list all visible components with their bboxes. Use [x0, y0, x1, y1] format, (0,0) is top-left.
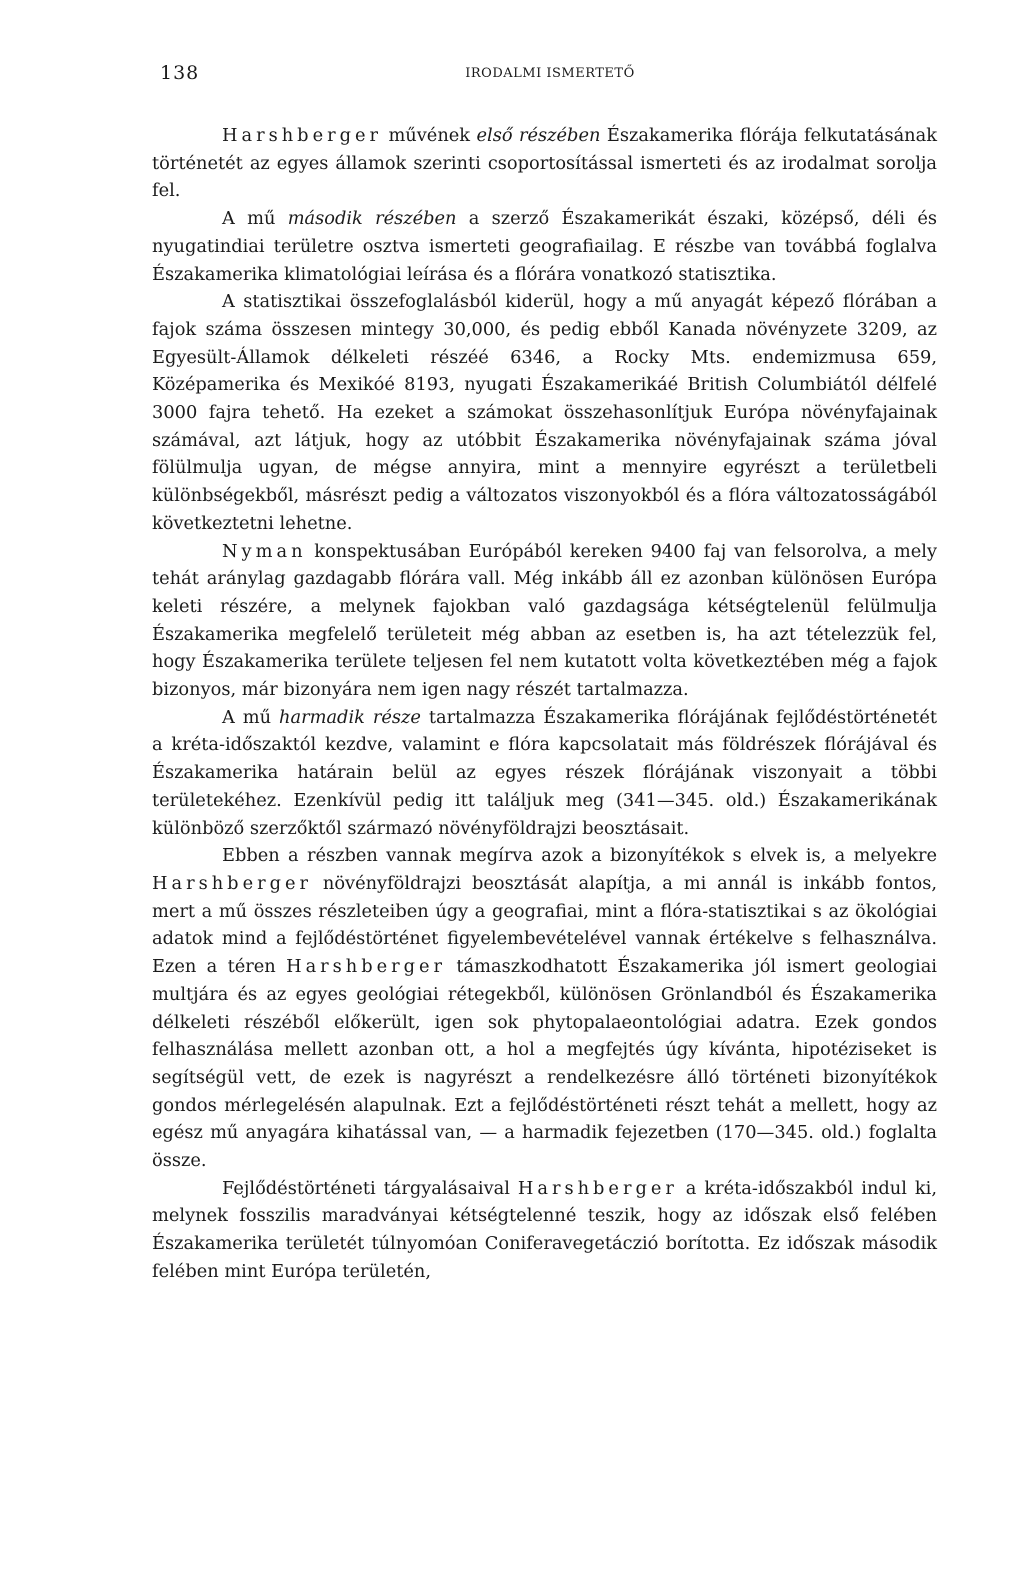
paragraph: [152, 122, 937, 205]
author-name: Harshberger: [286, 956, 447, 978]
paragraph: [152, 842, 937, 1174]
author-name: Nyman: [222, 540, 307, 562]
paragraph-text: Ebben a részben vannak megírva azok a bizonyítékok s elvek is, a melyekre: [222, 845, 937, 867]
paragraph-text: a szerző Északamerikát északi, középső, déli és nyugatindiai területre osztva ismerteti geografiailag. E részbe van továbbá foglalva Északamerika klimatológiai leírása és a flórára vonatkozó statisztika.: [152, 208, 937, 285]
paragraph-text: tartalmazza Északamerika flórájának fejlődéstörténetét a kréta-időszaktól kezdve, valamint e flóra kapcsolatait más földrészek flórájával és Északamerika határain belül az egyes részek flórájának viszonyait a többi területekéhez. Ezenkívül pedig itt találjuk meg (341—345. old.) Északamerikának különböző szerzőktől származó növényföldrajzi beosztásait.: [152, 706, 937, 839]
paragraph-text: Fejlődéstörténeti tárgyalásaival: [222, 1177, 518, 1199]
paragraph: [152, 538, 937, 704]
paragraph: [152, 205, 937, 288]
emphasis-text: második részében: [287, 208, 457, 230]
paragraph-text: A mű: [222, 706, 280, 728]
author-name: Harshberger: [517, 1177, 678, 1199]
running-head: IRODALMI ISMERTETŐ: [465, 66, 635, 81]
paragraph-text: a kréta-időszakból indul ki, melynek fosszilis maradványai kétségtelenné teszik, hogy az időszak első felében Északamerika területét túlnyomóan Coniferavegetáczió borította. Ez időszak második felében mint Európa területén,: [152, 1177, 937, 1282]
emphasis-text: első részében: [476, 125, 601, 146]
paragraph: [152, 704, 937, 843]
author-name: Harshberger: [152, 872, 312, 894]
paragraph-text: konspektusában Európából kereken 9400 faj van felsorolva, a mely tehát aránylag gazdagabb flórára vall. Még inkább áll ez azonban különösen Európa keleti részére, a melynek fajokban való gazdagsága kétségtelenül felülmulja Északamerika megfelelő területeit még abban az esetben is, ha azt tételezzük fel, hogy Északamerika területe teljesen fel nem kutatott volta következtében még a fajok bizonyos, már bizonyára nem igen nagy részét tartalmazza.: [152, 540, 937, 701]
page-header: [160, 62, 940, 92]
paragraph-text: A statisztikai összefoglalásból kiderül, hogy a mű anyagát képező flórában a fajok száma összesen mintegy 30,000, és pedig ebből Kanada növényzete 3209, az Egyesült-Államok délkeleti részéé 6346, a Rocky Mts. endemizmusa 659, Középamerika és Mexikóé 8193, nyugati Északamerikáé British Columbiától délfelé 3000 fajra tehető. Ha ezeket a számokat összehasonlítjuk Európa növényfajainak számával, azt látjuk, hogy az utóbbit Északamerika növényfajainak száma jóval fölülmulja ugyan, de mégse annyira, mint a mennyire egyrészt a területbeli különbségekből, másrészt pedig a változatos viszonyokból és a flóra változatosságából következtetni lehetne.: [152, 291, 937, 534]
paragraph: [152, 288, 937, 537]
paragraph: [152, 1175, 937, 1286]
paragraph-text: művének: [382, 125, 477, 146]
author-name: Harshberger: [222, 125, 382, 146]
paragraph-text: növényföldrajzi beosztását alapítja, a mi annál is inkább fontos, mert a mű összes részleteiben úgy a geografiai, mint a flóra-statisztikai s az ökológiai adatok mind a fejlődéstörténet figyelembevételével vannak értékelve s felhasználva. Ezen a téren: [152, 872, 937, 978]
paragraph-text: A mű: [222, 208, 288, 230]
paragraph-text: Északamerika flórája felkutatásának történetét az egyes államok szerinti csoportosítással ismerteti és az irodalmat sorolja fel.: [152, 125, 938, 202]
body-text: [152, 122, 937, 1286]
page-number: 138: [160, 62, 200, 84]
paragraph-text: támaszkodhatott Északamerika jól ismert geologiai multjára és az egyes geológiai rétegekből, különösen Grönlandból és Északamerika délkeleti részéből előkerült, igen sok phytopalaeontológiai adatra. Ezek gondos felhasználása mellett azonban ott, a hol a megfejtés úgy kívánta, hipotéziseket is segítségül vett, de ezek is nagyrészt a rendelkezésre álló történeti bizonyítékok gondos mérlegelésén alapulnak. Ezt a fejlődéstörténeti részt tehát a mellett, hogy az egész mű anyagára kihatással van, — a harmadik fejezetben (170—345. old.) foglalta össze.: [152, 956, 937, 1172]
emphasis-text: harmadik része: [279, 706, 421, 728]
